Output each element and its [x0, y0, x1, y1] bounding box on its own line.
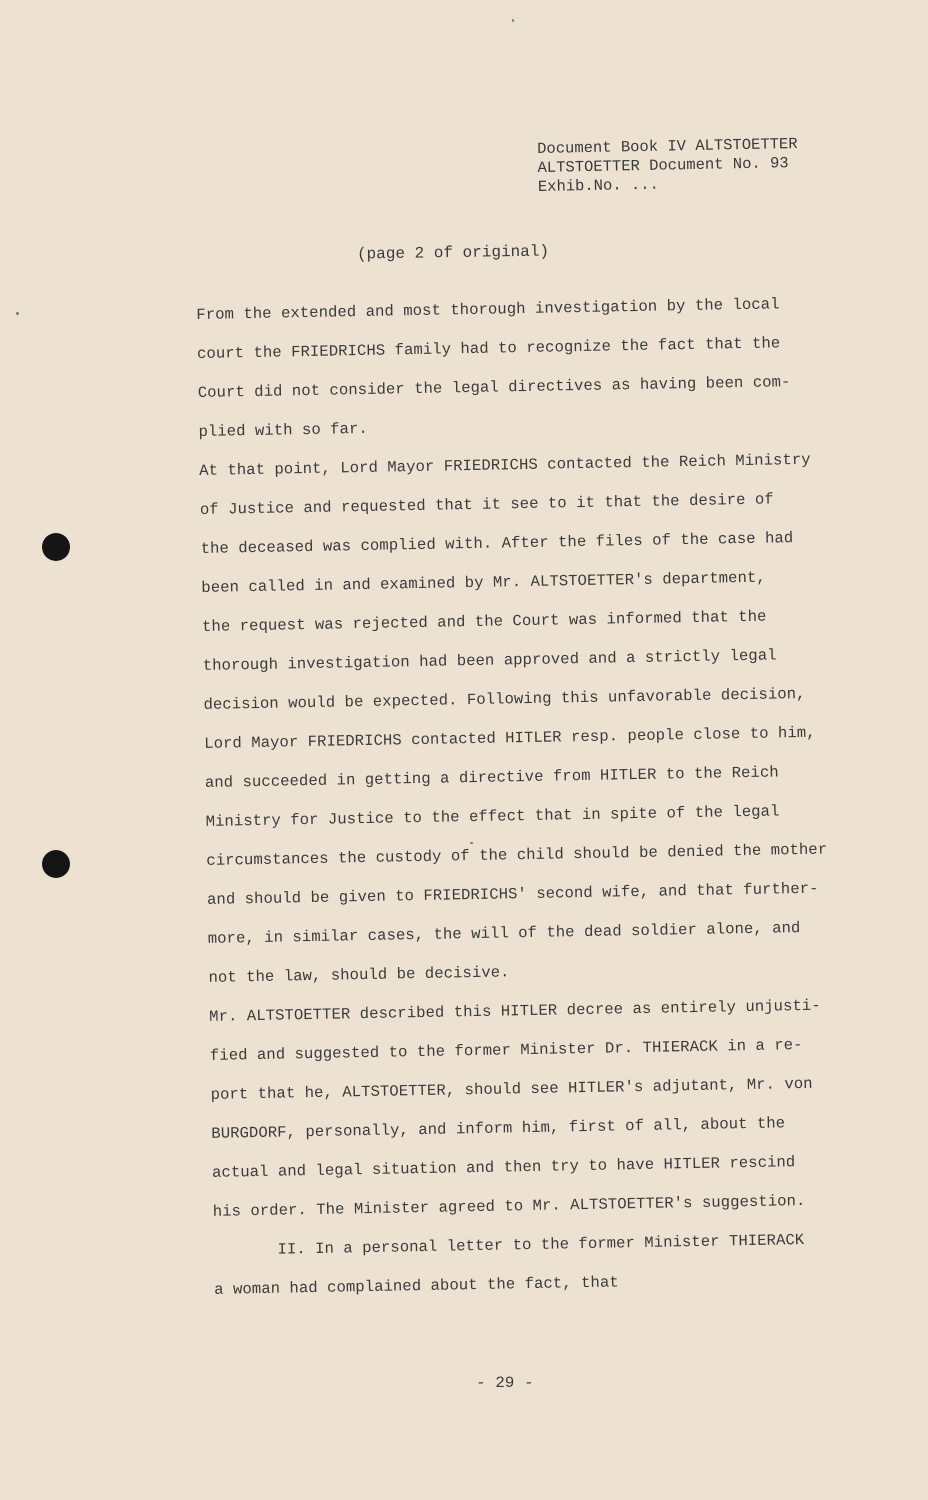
text-line: the request was rejected and the Court was informed that the — [201, 607, 767, 636]
punch-hole-bottom — [42, 850, 70, 878]
text-line: been called in and examined by Mr. ALTSTOETTER's department, — [201, 568, 766, 597]
paper-speck — [16, 312, 19, 315]
text-line: the deceased was complied with. After the files of the case had — [200, 529, 794, 558]
document-header — [537, 135, 798, 197]
header-document-book: Document Book IV ALTSTOETTER — [537, 134, 798, 158]
text-line: court the FRIEDRICHS family had to recognize the fact that the — [196, 334, 781, 363]
text-line: and succeeded in getting a directive from HITLER to the Reich — [204, 763, 779, 792]
text-line: circumstances the custody of the child should be denied the mother — [206, 840, 828, 870]
text-line: thorough investigation had been approved and a strictly legal — [202, 646, 777, 675]
text-line: BURGDORF, personally, and inform him, first of all, about the — [211, 1114, 786, 1143]
body-text — [196, 284, 874, 1310]
page-reference: (page 2 of original) — [356, 242, 550, 264]
text-line: and should be given to FRIEDRICHS' second wife, and that further- — [206, 879, 819, 909]
text-line: plied with so far. — [198, 419, 368, 441]
paper-speck — [512, 19, 514, 22]
page-number: - 29 - — [476, 1374, 534, 1392]
header-document-number: ALTSTOETTER Document No. 93 — [537, 154, 789, 177]
text-line: Court did not consider the legal directives as having been com- — [197, 373, 791, 402]
text-line: At that point, Lord Mayor FRIEDRICHS contacted the Reich Ministry — [199, 450, 811, 480]
text-line: decision would be expected. Following this unfavorable decision, — [203, 684, 806, 714]
header-exhibit-number: Exhib.No. ... — [537, 175, 659, 196]
text-line: Ministry for Justice to the effect that in spite of the legal — [205, 802, 780, 831]
punch-hole-top — [42, 533, 70, 561]
text-line: From the extended and most thorough investigation by the local — [196, 295, 780, 324]
text-line: actual and legal situation and then try to have HITLER rescind — [211, 1153, 796, 1182]
text-line: not the law, should be decisive. — [208, 963, 510, 987]
text-line: his order. The Minister agreed to Mr. ALTSTOETTER's suggestion. — [212, 1191, 806, 1221]
text-line: of Justice and requested that it see to it that the desire of — [199, 490, 774, 519]
text-line: port that he, ALTSTOETTER, should see HITLER's adjutant, Mr. von — [210, 1074, 813, 1104]
section-heading-line: II. In a personal letter to the former Minister THIERACK — [277, 1231, 805, 1259]
text-line: Mr. ALTSTOETTER described this HITLER decree as entirely unjusti- — [209, 996, 821, 1026]
text-line: more, in similar cases, the will of the dead soldier alone, and — [207, 919, 801, 948]
text-line: a woman had complained about the fact, that — [214, 1273, 619, 1299]
text-line: Lord Mayor FRIEDRICHS contacted HITLER resp. people close to him, — [204, 723, 816, 753]
text-line: fied and suggested to the former Minister Dr. THIERACK in a re- — [209, 1036, 803, 1065]
